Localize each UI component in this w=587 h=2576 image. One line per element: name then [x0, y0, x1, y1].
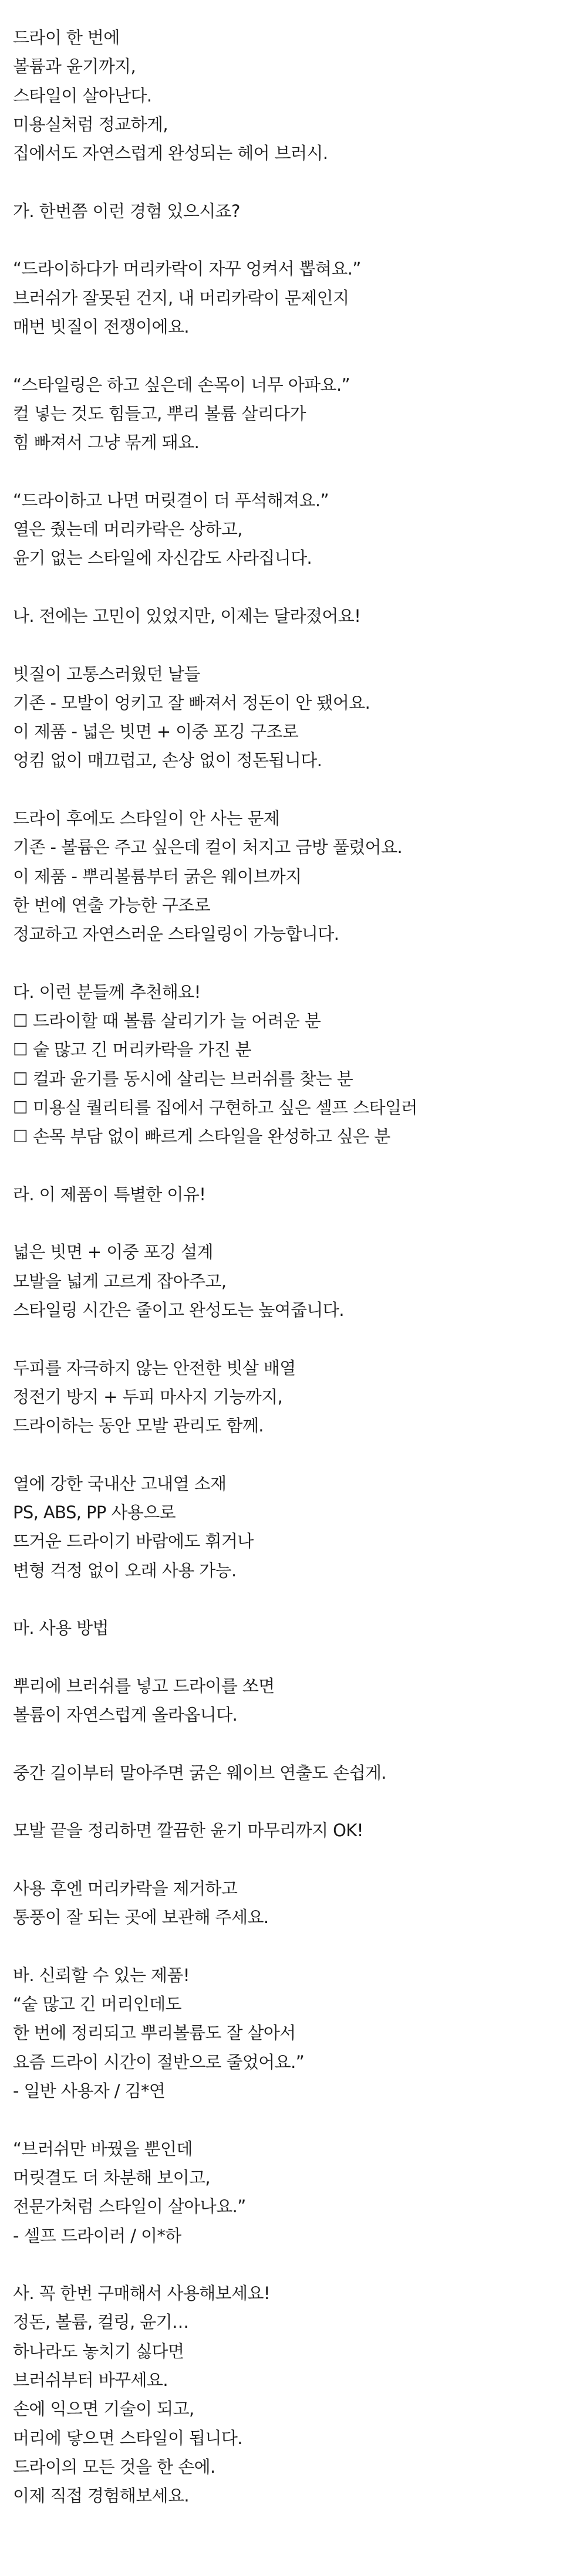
paragraph-gap: [13, 573, 576, 602]
text-line: ☐ 손목 부담 없이 빠르게 스타일을 완성하고 싶은 분: [13, 1126, 390, 1147]
text-line: 전문가처럼 스타일이 살아나요.”: [13, 2196, 246, 2217]
paragraph: [13, 23, 576, 168]
paragraph: [13, 1961, 576, 2106]
text-line: “숱 많고 긴 머리인데도: [13, 1994, 182, 2015]
paragraph-gap: [13, 1788, 576, 1816]
text-line: ☐ 컬과 윤기를 동시에 살리는 브러쉬를 찾는 분: [13, 1068, 353, 1089]
text-line: 볼륨과 윤기까지,: [13, 56, 136, 77]
paragraph-gap: [13, 168, 576, 197]
text-line: 드라이 한 번에: [13, 28, 120, 48]
paragraph-gap: [13, 631, 576, 659]
product-description: [13, 23, 576, 2511]
text-line: 윤기 없는 스타일에 자신감도 사라집니다.: [13, 548, 312, 568]
text-line: 손에 익으면 기술이 되고,: [13, 2399, 194, 2419]
text-line: 드라이의 모든 것을 한 손에.: [13, 2456, 215, 2477]
text-line: 가. 한번쯤 이런 경험 있으시죠?: [13, 201, 240, 221]
paragraph-gap: [13, 2106, 576, 2134]
text-line: 통풍이 잘 되는 곳에 보관해 주세요.: [13, 1907, 269, 1928]
text-line: 컬 넣는 것도 힘들고, 뿌리 볼륨 살리다가: [13, 403, 306, 424]
text-line: 라. 이 제품이 특별한 이유!: [13, 1184, 206, 1204]
paragraph: [13, 486, 576, 573]
text-line: 엉킴 없이 매끄럽고, 손상 없이 정돈됩니다.: [13, 750, 322, 771]
paragraph: [13, 1759, 576, 1788]
paragraph: [13, 978, 576, 1152]
text-line: 머릿결도 더 차분해 보이고,: [13, 2167, 211, 2188]
text-line: 매번 빗질이 전쟁이에요.: [13, 316, 189, 337]
text-line: 이제 직접 경험해보세요.: [13, 2486, 189, 2506]
text-line: 한 번에 정리되고 뿌리볼륨도 잘 살아서: [13, 2023, 296, 2043]
text-line: 한 번에 연출 가능한 구조로: [13, 895, 211, 915]
text-line: 머리에 닿으면 스타일이 됩니다.: [13, 2428, 242, 2448]
text-line: 나. 전에는 고민이 있었지만, 이제는 달라졌어요!: [13, 605, 361, 626]
paragraph-gap: [13, 1325, 576, 1353]
text-line: 이 제품 - 뿌리볼륨부터 굵은 웨이브까지: [13, 866, 302, 886]
text-line: 브러쉬부터 바꾸세요.: [13, 2370, 168, 2391]
text-line: - 셀프 드라이러 / 이*하: [13, 2225, 181, 2246]
text-line: ☐ 드라이할 때 볼륨 살리기가 늘 어려운 분: [13, 1011, 321, 1031]
paragraph: [13, 804, 576, 949]
paragraph-gap: [13, 1846, 576, 1874]
text-line: 미용실처럼 정교하게,: [13, 114, 168, 134]
paragraph-gap: [13, 1585, 576, 1614]
paragraph: [13, 1470, 576, 1585]
paragraph-gap: [13, 1441, 576, 1470]
paragraph: [13, 1874, 576, 1932]
paragraph-gap: [13, 949, 576, 978]
text-line: 스타일이 살아난다.: [13, 85, 152, 106]
paragraph-gap: [13, 226, 576, 255]
paragraph: [13, 2279, 576, 2510]
text-line: 열에 강한 국내산 고내열 소재: [13, 1473, 227, 1494]
paragraph-gap: [13, 2250, 576, 2279]
paragraph: [13, 660, 576, 776]
text-line: 바. 신뢰할 수 있는 제품!: [13, 1965, 190, 1985]
paragraph-gap: [13, 1643, 576, 1672]
text-line: “브러쉬만 바꿨을 뿐인데: [13, 2138, 193, 2159]
paragraph: [13, 255, 576, 341]
text-line: ☐ 미용실 퀄리티를 집에서 구현하고 싶은 셀프 스타일러: [13, 1097, 417, 1118]
paragraph: [13, 1672, 576, 1730]
text-line: 정전기 방지 + 두피 마사지 기능까지,: [13, 1386, 283, 1407]
text-line: 사. 꼭 한번 구매해서 사용해보세요!: [13, 2283, 270, 2304]
text-line: 기존 - 모발이 엉키고 잘 빠져서 정돈이 안 됐어요.: [13, 692, 370, 713]
text-line: 뜨거운 드라이기 바람에도 휘거나: [13, 1531, 254, 1552]
text-line: 정돈, 볼륨, 컬링, 윤기…: [13, 2312, 189, 2333]
text-line: 스타일링 시간은 줄이고 완성도는 높여줍니다.: [13, 1300, 344, 1321]
paragraph-gap: [13, 1152, 576, 1180]
paragraph: [13, 371, 576, 458]
text-line: 드라이 후에도 스타일이 안 사는 문제: [13, 808, 280, 829]
paragraph: [13, 1238, 576, 1325]
text-line: 다. 이런 분들께 추천해요!: [13, 981, 201, 1002]
paragraph-gap: [13, 776, 576, 804]
text-line: - 일반 사용자 / 김*연: [13, 2081, 166, 2101]
text-line: PS, ABS, PP 사용으로: [13, 1502, 176, 1523]
paragraph: [13, 2135, 576, 2250]
text-line: 변형 걱정 없이 오래 사용 가능.: [13, 1560, 237, 1580]
paragraph: [13, 1816, 576, 1845]
text-line: 모발 끝을 정리하면 깔끔한 윤기 마무리까지 OK!: [13, 1820, 363, 1841]
text-line: 정교하고 자연스러운 스타일링이 가능합니다.: [13, 924, 339, 945]
text-line: “스타일링은 하고 싶은데 손목이 너무 아파요.”: [13, 374, 350, 395]
paragraph: [13, 1180, 576, 1209]
text-line: 드라이하는 동안 모발 관리도 함께.: [13, 1416, 264, 1436]
paragraph: [13, 1614, 576, 1643]
text-line: 집에서도 자연스럽게 완성되는 헤어 브러시.: [13, 143, 328, 164]
text-line: 뿌리에 브러쉬를 넣고 드라이를 쏘면: [13, 1675, 275, 1696]
paragraph-gap: [13, 341, 576, 370]
text-line: 열은 줬는데 머리카락은 상하고,: [13, 519, 242, 540]
text-line: 하나라도 놓치기 싫다면: [13, 2341, 184, 2361]
paragraph: [13, 1354, 576, 1441]
text-line: 사용 후엔 머리카락을 제거하고: [13, 1878, 238, 1898]
text-line: 모발을 넓게 고르게 잡아주고,: [13, 1271, 227, 1291]
text-line: 마. 사용 방법: [13, 1618, 109, 1639]
text-line: “드라이하다가 머리카락이 자꾸 엉켜서 뽑혀요.”: [13, 259, 361, 279]
text-line: 이 제품 - 넓은 빗면 + 이중 포깅 구조로: [13, 722, 299, 742]
text-line: 힘 빠져서 그냥 묶게 돼요.: [13, 432, 200, 453]
paragraph: [13, 602, 576, 631]
text-line: 기존 - 볼륨은 주고 싶은데 컬이 처지고 금방 풀렸어요.: [13, 837, 403, 858]
paragraph-gap: [13, 457, 576, 486]
paragraph-gap: [13, 1209, 576, 1238]
text-line: 요즘 드라이 시간이 절반으로 줄었어요.”: [13, 2052, 305, 2072]
text-line: 빗질이 고통스러웠던 날들: [13, 664, 200, 684]
text-line: 볼륨이 자연스럽게 올라옵니다.: [13, 1705, 238, 1725]
text-line: 브러쉬가 잘못된 건지, 내 머리카락이 문제인지: [13, 287, 349, 308]
paragraph: [13, 197, 576, 226]
text-line: 두피를 자극하지 않는 안전한 빗살 배열: [13, 1358, 296, 1378]
text-line: 중간 길이부터 말아주면 굵은 웨이브 연출도 손쉽게.: [13, 1762, 387, 1783]
paragraph-gap: [13, 1730, 576, 1759]
paragraph-gap: [13, 1932, 576, 1961]
text-line: 넓은 빗면 + 이중 포깅 설계: [13, 1242, 213, 1262]
text-line: “드라이하고 나면 머릿결이 더 푸석해져요.”: [13, 490, 329, 510]
text-line: ☐ 숱 많고 긴 머리카락을 가진 분: [13, 1040, 252, 1060]
